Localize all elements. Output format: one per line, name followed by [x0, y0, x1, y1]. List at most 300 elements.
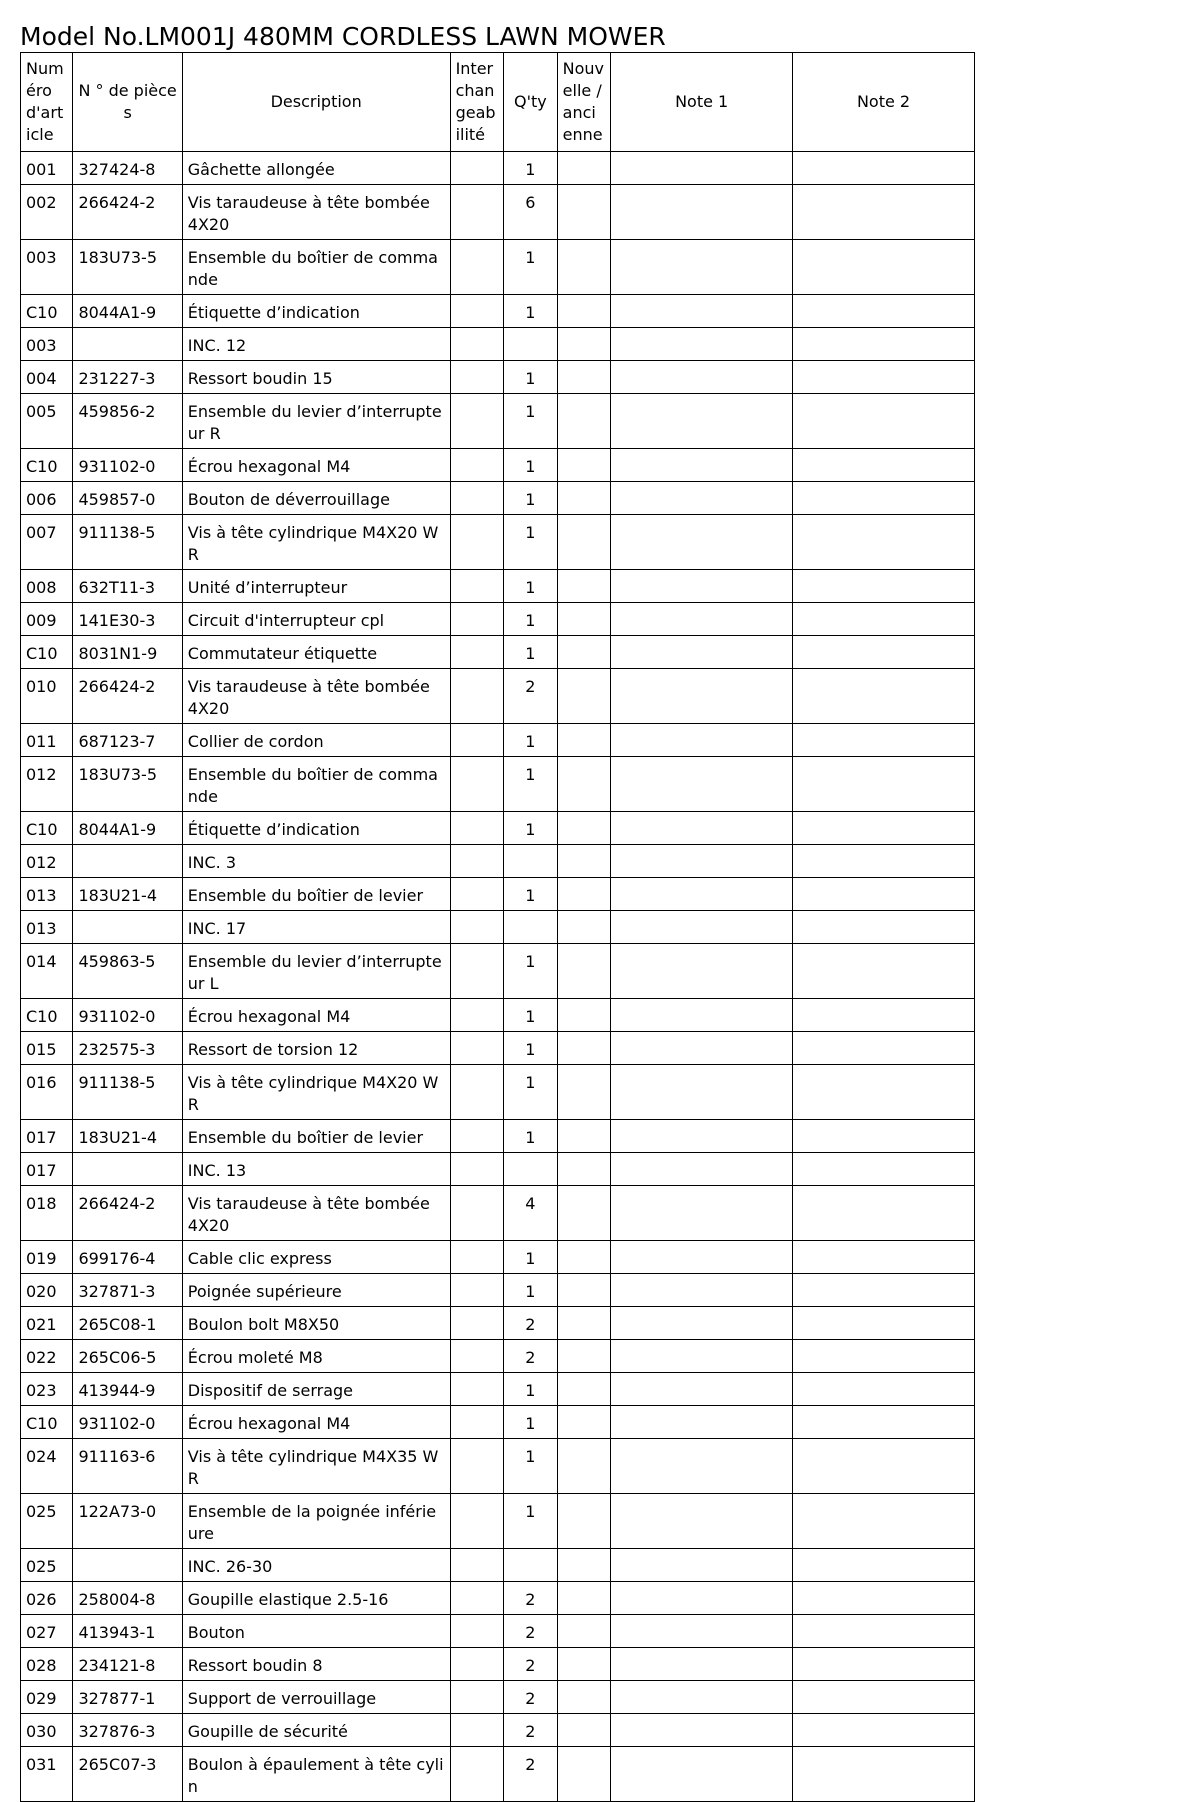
header-item-no: Numéro d'article: [21, 53, 73, 152]
description-cell: Ensemble de la poignée inférieure: [182, 1494, 450, 1549]
new-old-cell: [557, 1714, 611, 1747]
note1-cell: [611, 1648, 793, 1681]
qty-cell: 1: [504, 1406, 558, 1439]
table-row: [21, 1340, 975, 1373]
table-row: [21, 1406, 975, 1439]
part-no-cell: 265C06-5: [73, 1340, 182, 1373]
interchangeability-cell: [450, 1241, 504, 1274]
qty-cell: 1: [504, 1274, 558, 1307]
qty-cell: 1: [504, 724, 558, 757]
qty-cell: 1: [504, 878, 558, 911]
interchangeability-cell: [450, 328, 504, 361]
note2-cell: [793, 1648, 975, 1681]
note2-cell: [793, 999, 975, 1032]
new-old-cell: [557, 570, 611, 603]
note2-cell: [793, 185, 975, 240]
part-no-cell: 687123-7: [73, 724, 182, 757]
item-no-cell: 026: [21, 1582, 73, 1615]
interchangeability-cell: [450, 1681, 504, 1714]
new-old-cell: [557, 152, 611, 185]
new-old-cell: [557, 240, 611, 295]
qty-cell: 1: [504, 570, 558, 603]
interchangeability-cell: [450, 1274, 504, 1307]
table-row: [21, 1120, 975, 1153]
note2-cell: [793, 1153, 975, 1186]
note1-cell: [611, 603, 793, 636]
part-no-cell: [73, 1549, 182, 1582]
qty-cell: [504, 1153, 558, 1186]
table-row: [21, 1549, 975, 1582]
note2-cell: [793, 1582, 975, 1615]
interchangeability-cell: [450, 1065, 504, 1120]
description-cell: Boulon bolt M8X50: [182, 1307, 450, 1340]
item-no-cell: 005: [21, 394, 73, 449]
qty-cell: 2: [504, 669, 558, 724]
item-no-cell: 012: [21, 757, 73, 812]
new-old-cell: [557, 1274, 611, 1307]
note1-cell: [611, 185, 793, 240]
note1-cell: [611, 1747, 793, 1802]
new-old-cell: [557, 1681, 611, 1714]
note2-cell: [793, 878, 975, 911]
interchangeability-cell: [450, 911, 504, 944]
new-old-cell: [557, 1186, 611, 1241]
new-old-cell: [557, 669, 611, 724]
new-old-cell: [557, 757, 611, 812]
description-cell: Boulon à épaulement à tête cylin: [182, 1747, 450, 1802]
item-no-cell: 013: [21, 878, 73, 911]
qty-cell: 1: [504, 394, 558, 449]
header-description: Description: [182, 53, 450, 152]
interchangeability-cell: [450, 1120, 504, 1153]
note2-cell: [793, 1065, 975, 1120]
interchangeability-cell: [450, 636, 504, 669]
description-cell: Support de verrouillage: [182, 1681, 450, 1714]
table-row: [21, 1439, 975, 1494]
new-old-cell: [557, 911, 611, 944]
new-old-cell: [557, 1582, 611, 1615]
description-cell: Vis à tête cylindrique M4X20 WR: [182, 1065, 450, 1120]
qty-cell: 1: [504, 449, 558, 482]
note1-cell: [611, 570, 793, 603]
note2-cell: [793, 1747, 975, 1802]
note1-cell: [611, 1153, 793, 1186]
description-cell: Poignée supérieure: [182, 1274, 450, 1307]
part-no-cell: 327871-3: [73, 1274, 182, 1307]
interchangeability-cell: [450, 240, 504, 295]
new-old-cell: [557, 1549, 611, 1582]
note1-cell: [611, 152, 793, 185]
note1-cell: [611, 1549, 793, 1582]
note2-cell: [793, 449, 975, 482]
note2-cell: [793, 482, 975, 515]
item-no-cell: 023: [21, 1373, 73, 1406]
part-no-cell: 8031N1-9: [73, 636, 182, 669]
note1-cell: [611, 757, 793, 812]
interchangeability-cell: [450, 1340, 504, 1373]
interchangeability-cell: [450, 1406, 504, 1439]
new-old-cell: [557, 878, 611, 911]
table-row: [21, 603, 975, 636]
note1-cell: [611, 1681, 793, 1714]
item-no-cell: 025: [21, 1494, 73, 1549]
part-no-cell: 232575-3: [73, 1032, 182, 1065]
note2-cell: [793, 328, 975, 361]
item-no-cell: 016: [21, 1065, 73, 1120]
table-row: [21, 1153, 975, 1186]
new-old-cell: [557, 361, 611, 394]
interchangeability-cell: [450, 1494, 504, 1549]
item-no-cell: C10: [21, 295, 73, 328]
note2-cell: [793, 1439, 975, 1494]
qty-cell: [504, 911, 558, 944]
qty-cell: 2: [504, 1747, 558, 1802]
item-no-cell: 010: [21, 669, 73, 724]
note2-cell: [793, 295, 975, 328]
table-row: [21, 240, 975, 295]
part-no-cell: 413944-9: [73, 1373, 182, 1406]
table-row: [21, 570, 975, 603]
interchangeability-cell: [450, 669, 504, 724]
header-part-no: N ° de pièces: [73, 53, 182, 152]
description-cell: Ensemble du boîtier de commande: [182, 240, 450, 295]
item-no-cell: 006: [21, 482, 73, 515]
table-row: [21, 515, 975, 570]
qty-cell: 1: [504, 1120, 558, 1153]
item-no-cell: 031: [21, 1747, 73, 1802]
item-no-cell: 009: [21, 603, 73, 636]
item-no-cell: 025: [21, 1549, 73, 1582]
note2-cell: [793, 394, 975, 449]
new-old-cell: [557, 999, 611, 1032]
part-no-cell: 183U73-5: [73, 757, 182, 812]
part-no-cell: 459857-0: [73, 482, 182, 515]
header-note1: Note 1: [611, 53, 793, 152]
note2-cell: [793, 845, 975, 878]
note2-cell: [793, 669, 975, 724]
new-old-cell: [557, 944, 611, 999]
new-old-cell: [557, 515, 611, 570]
part-no-cell: 911138-5: [73, 515, 182, 570]
table-row: [21, 1241, 975, 1274]
qty-cell: 1: [504, 1373, 558, 1406]
part-no-cell: 266424-2: [73, 185, 182, 240]
new-old-cell: [557, 185, 611, 240]
new-old-cell: [557, 1153, 611, 1186]
table-row: [21, 1307, 975, 1340]
description-cell: Ensemble du levier d’interrupteur L: [182, 944, 450, 999]
description-cell: Commutateur étiquette: [182, 636, 450, 669]
qty-cell: 1: [504, 152, 558, 185]
item-no-cell: C10: [21, 449, 73, 482]
table-header-row: [21, 53, 975, 152]
table-row: [21, 1274, 975, 1307]
table-row: [21, 878, 975, 911]
note1-cell: [611, 240, 793, 295]
item-no-cell: 029: [21, 1681, 73, 1714]
description-cell: Ensemble du boîtier de levier: [182, 1120, 450, 1153]
table-row: [21, 1373, 975, 1406]
part-no-cell: 911138-5: [73, 1065, 182, 1120]
note2-cell: [793, 152, 975, 185]
qty-cell: 1: [504, 482, 558, 515]
item-no-cell: 018: [21, 1186, 73, 1241]
interchangeability-cell: [450, 812, 504, 845]
note1-cell: [611, 845, 793, 878]
note1-cell: [611, 1120, 793, 1153]
table-row: [21, 328, 975, 361]
description-cell: Étiquette d’indication: [182, 295, 450, 328]
new-old-cell: [557, 603, 611, 636]
interchangeability-cell: [450, 1032, 504, 1065]
table-row: [21, 1747, 975, 1802]
qty-cell: 1: [504, 1032, 558, 1065]
description-cell: Goupille de sécurité: [182, 1714, 450, 1747]
note2-cell: [793, 1615, 975, 1648]
qty-cell: 2: [504, 1340, 558, 1373]
note1-cell: [611, 1406, 793, 1439]
part-no-cell: 266424-2: [73, 1186, 182, 1241]
note2-cell: [793, 1241, 975, 1274]
table-row: [21, 482, 975, 515]
description-cell: Circuit d'interrupteur cpl: [182, 603, 450, 636]
new-old-cell: [557, 1307, 611, 1340]
note1-cell: [611, 1494, 793, 1549]
note2-cell: [793, 361, 975, 394]
item-no-cell: 008: [21, 570, 73, 603]
new-old-cell: [557, 1747, 611, 1802]
new-old-cell: [557, 1406, 611, 1439]
new-old-cell: [557, 295, 611, 328]
new-old-cell: [557, 812, 611, 845]
note1-cell: [611, 1582, 793, 1615]
item-no-cell: 017: [21, 1120, 73, 1153]
note1-cell: [611, 361, 793, 394]
qty-cell: [504, 328, 558, 361]
part-no-cell: 8044A1-9: [73, 812, 182, 845]
description-cell: Cable clic express: [182, 1241, 450, 1274]
note1-cell: [611, 1241, 793, 1274]
description-cell: Ensemble du levier d’interrupteur R: [182, 394, 450, 449]
item-no-cell: 013: [21, 911, 73, 944]
table-row: [21, 1582, 975, 1615]
interchangeability-cell: [450, 1153, 504, 1186]
header-interchangeability: Interchangeabilité: [450, 53, 504, 152]
item-no-cell: 003: [21, 240, 73, 295]
part-no-cell: 265C07-3: [73, 1747, 182, 1802]
part-no-cell: 632T11-3: [73, 570, 182, 603]
description-cell: Bouton: [182, 1615, 450, 1648]
item-no-cell: 003: [21, 328, 73, 361]
new-old-cell: [557, 636, 611, 669]
description-cell: Vis taraudeuse à tête bombée 4X20: [182, 185, 450, 240]
qty-cell: 1: [504, 999, 558, 1032]
part-no-cell: 8044A1-9: [73, 295, 182, 328]
qty-cell: 1: [504, 944, 558, 999]
part-no-cell: 459863-5: [73, 944, 182, 999]
table-row: [21, 669, 975, 724]
item-no-cell: 022: [21, 1340, 73, 1373]
part-no-cell: 231227-3: [73, 361, 182, 394]
new-old-cell: [557, 1494, 611, 1549]
description-cell: Étiquette d’indication: [182, 812, 450, 845]
interchangeability-cell: [450, 1439, 504, 1494]
table-row: [21, 1186, 975, 1241]
item-no-cell: 014: [21, 944, 73, 999]
qty-cell: 1: [504, 757, 558, 812]
header-new-old: Nouvelle / ancienne: [557, 53, 611, 152]
interchangeability-cell: [450, 603, 504, 636]
interchangeability-cell: [450, 757, 504, 812]
interchangeability-cell: [450, 1747, 504, 1802]
qty-cell: 1: [504, 1494, 558, 1549]
note2-cell: [793, 1373, 975, 1406]
qty-cell: 1: [504, 1439, 558, 1494]
new-old-cell: [557, 845, 611, 878]
new-old-cell: [557, 1065, 611, 1120]
description-cell: Unité d’interrupteur: [182, 570, 450, 603]
note2-cell: [793, 1406, 975, 1439]
new-old-cell: [557, 394, 611, 449]
note1-cell: [611, 1186, 793, 1241]
note2-cell: [793, 515, 975, 570]
table-row: [21, 1615, 975, 1648]
part-no-cell: 699176-4: [73, 1241, 182, 1274]
part-no-cell: 327424-8: [73, 152, 182, 185]
description-cell: INC. 26-30: [182, 1549, 450, 1582]
interchangeability-cell: [450, 185, 504, 240]
description-cell: Écrou moleté M8: [182, 1340, 450, 1373]
note2-cell: [793, 1714, 975, 1747]
interchangeability-cell: [450, 1648, 504, 1681]
qty-cell: 1: [504, 1241, 558, 1274]
table-row: [21, 1032, 975, 1065]
note1-cell: [611, 999, 793, 1032]
interchangeability-cell: [450, 295, 504, 328]
description-cell: Dispositif de serrage: [182, 1373, 450, 1406]
new-old-cell: [557, 1340, 611, 1373]
part-no-cell: 141E30-3: [73, 603, 182, 636]
note1-cell: [611, 515, 793, 570]
new-old-cell: [557, 482, 611, 515]
item-no-cell: 011: [21, 724, 73, 757]
note1-cell: [611, 1615, 793, 1648]
note1-cell: [611, 482, 793, 515]
table-row: [21, 911, 975, 944]
interchangeability-cell: [450, 1714, 504, 1747]
interchangeability-cell: [450, 1582, 504, 1615]
note2-cell: [793, 724, 975, 757]
table-row: [21, 1065, 975, 1120]
interchangeability-cell: [450, 1615, 504, 1648]
qty-cell: [504, 1549, 558, 1582]
item-no-cell: 012: [21, 845, 73, 878]
table-row: [21, 944, 975, 999]
note1-cell: [611, 1307, 793, 1340]
interchangeability-cell: [450, 1549, 504, 1582]
interchangeability-cell: [450, 1373, 504, 1406]
part-no-cell: 183U73-5: [73, 240, 182, 295]
qty-cell: 1: [504, 240, 558, 295]
note1-cell: [611, 1714, 793, 1747]
interchangeability-cell: [450, 878, 504, 911]
note2-cell: [793, 1681, 975, 1714]
note2-cell: [793, 1274, 975, 1307]
description-cell: Bouton de déverrouillage: [182, 482, 450, 515]
note1-cell: [611, 1274, 793, 1307]
new-old-cell: [557, 1032, 611, 1065]
item-no-cell: 002: [21, 185, 73, 240]
part-no-cell: 327877-1: [73, 1681, 182, 1714]
note1-cell: [611, 1439, 793, 1494]
item-no-cell: 017: [21, 1153, 73, 1186]
parts-table: [20, 52, 975, 1802]
description-cell: INC. 17: [182, 911, 450, 944]
note1-cell: [611, 394, 793, 449]
item-no-cell: 021: [21, 1307, 73, 1340]
part-no-cell: 183U21-4: [73, 1120, 182, 1153]
interchangeability-cell: [450, 1186, 504, 1241]
part-no-cell: [73, 1153, 182, 1186]
note1-cell: [611, 944, 793, 999]
item-no-cell: 024: [21, 1439, 73, 1494]
interchangeability-cell: [450, 394, 504, 449]
table-row: [21, 295, 975, 328]
qty-cell: 4: [504, 1186, 558, 1241]
item-no-cell: 001: [21, 152, 73, 185]
table-row: [21, 185, 975, 240]
description-cell: Vis à tête cylindrique M4X35 WR: [182, 1439, 450, 1494]
part-no-cell: [73, 328, 182, 361]
qty-cell: 2: [504, 1307, 558, 1340]
item-no-cell: 030: [21, 1714, 73, 1747]
note2-cell: [793, 1549, 975, 1582]
table-row: [21, 812, 975, 845]
interchangeability-cell: [450, 724, 504, 757]
new-old-cell: [557, 724, 611, 757]
description-cell: Gâchette allongée: [182, 152, 450, 185]
new-old-cell: [557, 1439, 611, 1494]
note1-cell: [611, 449, 793, 482]
table-row: [21, 757, 975, 812]
qty-cell: 1: [504, 636, 558, 669]
note2-cell: [793, 1186, 975, 1241]
interchangeability-cell: [450, 515, 504, 570]
note1-cell: [611, 1032, 793, 1065]
note2-cell: [793, 570, 975, 603]
note1-cell: [611, 911, 793, 944]
item-no-cell: 019: [21, 1241, 73, 1274]
description-cell: Vis taraudeuse à tête bombée 4X20: [182, 1186, 450, 1241]
part-no-cell: 265C08-1: [73, 1307, 182, 1340]
qty-cell: 1: [504, 295, 558, 328]
item-no-cell: C10: [21, 999, 73, 1032]
interchangeability-cell: [450, 845, 504, 878]
qty-cell: 6: [504, 185, 558, 240]
new-old-cell: [557, 1120, 611, 1153]
part-no-cell: [73, 845, 182, 878]
note2-cell: [793, 1120, 975, 1153]
note2-cell: [793, 1494, 975, 1549]
table-row: [21, 1494, 975, 1549]
new-old-cell: [557, 1373, 611, 1406]
qty-cell: 1: [504, 361, 558, 394]
part-no-cell: 911163-6: [73, 1439, 182, 1494]
note1-cell: [611, 724, 793, 757]
interchangeability-cell: [450, 944, 504, 999]
part-no-cell: 266424-2: [73, 669, 182, 724]
qty-cell: 1: [504, 1065, 558, 1120]
